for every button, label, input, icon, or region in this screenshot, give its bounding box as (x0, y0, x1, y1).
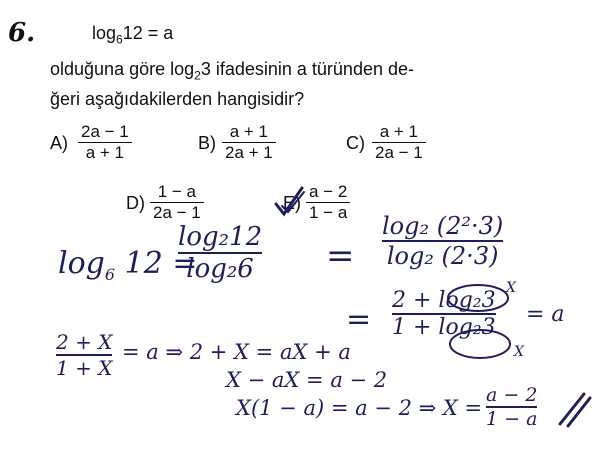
work-line4: X − aX = a − 2 (226, 368, 388, 392)
question-stem-line-2: ğeri aşağıdakilerden hangisidir? (50, 89, 305, 109)
work-line1-fraction-den: log₂6 (178, 252, 262, 284)
work-line5: X(1 − a) = a − 2 ⇒ X = (236, 396, 483, 420)
work-line1-fraction (178, 222, 262, 284)
option-e-denominator: 1 − a (306, 202, 350, 223)
option-b-fraction (222, 122, 276, 163)
option-d-denominator: 2a − 1 (150, 202, 204, 223)
stem-text-b: 3 ifadesinin a türünden de- (200, 59, 414, 79)
given-base: 6 (116, 32, 123, 47)
option-a-numerator: 2a − 1 (81, 122, 129, 141)
given-equation (92, 22, 173, 51)
option-a-fraction (78, 122, 132, 163)
option-b-numerator: a + 1 (229, 122, 269, 141)
work-line3-rest: = a ⇒ 2 + X = aX + a (122, 340, 351, 364)
work-line1-log: log (58, 246, 105, 281)
question-stem-line-1 (50, 58, 414, 87)
work-line2-x-mark-bottom: X (514, 344, 524, 360)
work-line5-fraction-num: a − 2 (486, 384, 538, 406)
work-line1-left (58, 246, 197, 284)
given-log: log (92, 23, 117, 43)
work-line1-fraction2-num: log₂ (2²·3) (382, 212, 504, 240)
work-line1-base: 6 (104, 265, 116, 284)
option-c-letter: C) (346, 133, 365, 153)
question-number: 6. (8, 18, 36, 48)
work-line5-fraction (486, 384, 537, 430)
work-line3-fraction (56, 330, 112, 380)
option-a-letter: A) (50, 133, 68, 153)
option-d-letter: D) (126, 193, 145, 213)
work-line1-equals: = (326, 236, 355, 276)
option-e-numerator: a − 2 (309, 182, 348, 201)
option-e-fraction (306, 182, 350, 223)
option-d-fraction (150, 182, 204, 223)
work-line2-equals: = (346, 302, 372, 337)
option-a-denominator: a + 1 (78, 142, 132, 163)
work-line2-fraction-num: 2 + log₂3 (392, 288, 496, 313)
given-arg: 12 = a (122, 23, 174, 43)
option-b-letter: B) (198, 133, 216, 153)
work-line2-rhs: = a (526, 302, 565, 327)
work-line1-fraction2-den: log₂ (2·3) (382, 240, 503, 270)
work-line1-fraction2 (382, 212, 503, 270)
option-b-denominator: 2a + 1 (222, 142, 276, 163)
stem-log: log (170, 59, 195, 79)
option-c-denominator: 2a − 1 (372, 142, 426, 163)
work-line5-fraction-den: 1 − a (486, 408, 538, 430)
work-line3-fraction-num: 2 + X (56, 330, 113, 354)
work-line2-circles (440, 282, 520, 366)
work-line2-fraction-den: 1 + log₂3 (392, 315, 496, 340)
option-c-fraction (372, 122, 426, 163)
work-line1-arg: 12 = (124, 246, 198, 281)
work-line2-x-mark-top: X (506, 280, 516, 296)
stem-text-a: olduğuna göre (50, 59, 166, 79)
work-line3-fraction-den: 1 + X (56, 356, 113, 380)
option-e-check-mark (272, 184, 306, 218)
answer-slash-marks (556, 388, 592, 428)
stem-log-base: 2 (194, 68, 201, 83)
work-line1-fraction-num: log₂12 (178, 222, 263, 252)
option-c-numerator: a + 1 (379, 122, 419, 141)
option-d-numerator: 1 − a (157, 182, 197, 201)
option-e-letter: E) (283, 193, 301, 213)
